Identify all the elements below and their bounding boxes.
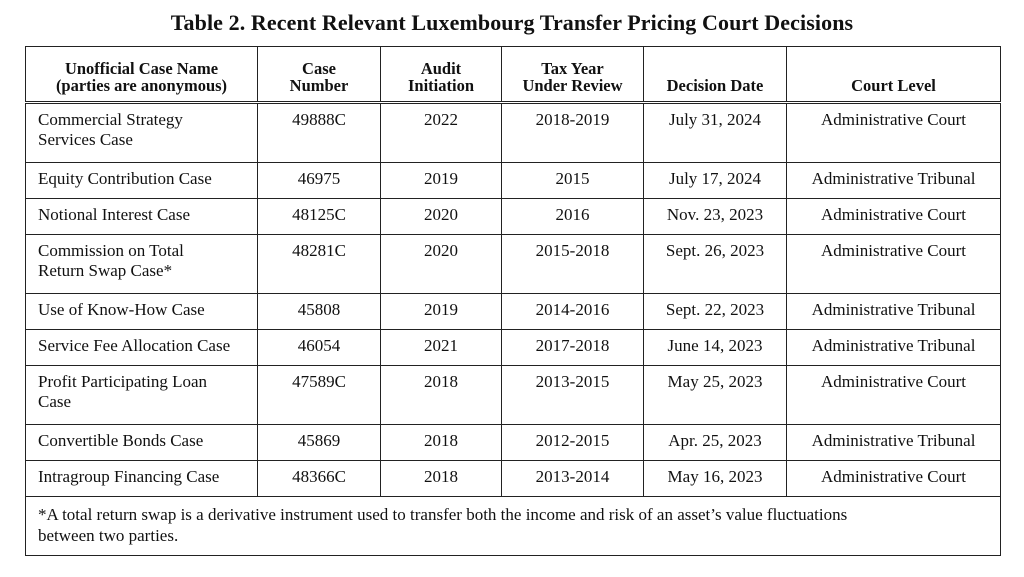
cell-court-level: Administrative Tribunal [787,330,1001,366]
cell-decision-date: June 14, 2023 [644,330,787,366]
cell-audit-initiation: 2019 [381,294,502,330]
cell-case-name [26,103,258,163]
cell-decision-date: May 25, 2023 [644,366,787,425]
table-row [26,103,1001,163]
footnote-line2: between two parties. [38,526,179,545]
header-case-number-line1: Case [302,59,336,78]
cell-case-name [26,235,258,294]
header-case-name-line2: (parties are anonymous) [55,76,228,95]
cell-decision-date: May 16, 2023 [644,461,787,497]
header-court-level: Court Level [787,47,1001,103]
table-row [26,294,1001,330]
table-row [26,330,1001,366]
cell-audit-initiation: 2021 [381,330,502,366]
cell-court-level: Administrative Court [787,103,1001,163]
case-name-line1: Profit Participating Loan [38,372,208,391]
cell-decision-date: Sept. 22, 2023 [644,294,787,330]
case-name-line2: Services Case [38,130,133,149]
cell-audit-initiation: 2020 [381,199,502,235]
header-tax-year [502,47,644,103]
cell-decision-date: July 17, 2024 [644,163,787,199]
header-decision-date: Decision Date [644,47,787,103]
cell-case-number: 46054 [258,330,381,366]
cell-case-name: Convertible Bonds Case [26,425,258,461]
table-row [26,235,1001,294]
table-title: Table 2. Recent Relevant Luxembourg Transfer Pricing Court Decisions [170,10,854,35]
cell-case-name [26,366,258,425]
header-case-number-line2: Number [289,76,349,95]
cell-audit-initiation: 2018 [381,425,502,461]
cell-case-number: 45869 [258,425,381,461]
cell-case-name: Use of Know-How Case [26,294,258,330]
cell-tax-year: 2017-2018 [502,330,644,366]
cell-case-name: Intragroup Financing Case [26,461,258,497]
cell-case-number: 49888C [258,103,381,163]
cell-audit-initiation: 2022 [381,103,502,163]
cell-audit-initiation: 2019 [381,163,502,199]
cell-audit-initiation: 2018 [381,366,502,425]
cell-case-number: 48125C [258,199,381,235]
cell-case-number: 48366C [258,461,381,497]
table-row [26,461,1001,497]
cell-court-level: Administrative Tribunal [787,294,1001,330]
cell-case-name: Service Fee Allocation Case [26,330,258,366]
table-row [26,366,1001,425]
cell-decision-date: July 31, 2024 [644,103,787,163]
cell-tax-year: 2013-2015 [502,366,644,425]
header-case-number [258,47,381,103]
cell-case-name: Notional Interest Case [26,199,258,235]
header-audit-line2: Initiation [407,76,475,95]
cell-court-level: Administrative Tribunal [787,163,1001,199]
cell-audit-initiation: 2020 [381,235,502,294]
cell-case-number: 48281C [258,235,381,294]
cell-decision-date: Apr. 25, 2023 [644,425,787,461]
cell-tax-year: 2015-2018 [502,235,644,294]
cell-decision-date: Sept. 26, 2023 [644,235,787,294]
cell-audit-initiation: 2018 [381,461,502,497]
cell-tax-year: 2016 [502,199,644,235]
header-audit-line1: Audit [420,59,462,78]
cell-case-name: Equity Contribution Case [26,163,258,199]
case-name-line1: Commercial Strategy [38,110,183,129]
case-name-line2: Return Swap Case* [38,261,173,280]
cell-court-level: Administrative Court [787,366,1001,425]
cell-court-level: Administrative Court [787,199,1001,235]
header-case-name [26,47,258,103]
cell-tax-year: 2014-2016 [502,294,644,330]
cell-tax-year: 2013-2014 [502,461,644,497]
cell-court-level: Administrative Court [787,461,1001,497]
cell-tax-year: 2018-2019 [502,103,644,163]
header-case-name-line1: Unofficial Case Name [64,59,219,78]
cell-decision-date: Nov. 23, 2023 [644,199,787,235]
footnote-row [26,497,1001,556]
header-audit-initiation [381,47,502,103]
cell-tax-year: 2015 [502,163,644,199]
header-tax-year-line2: Under Review [522,76,623,95]
header-row [26,47,1001,103]
table-row [26,199,1001,235]
table-row [26,425,1001,461]
cell-court-level: Administrative Tribunal [787,425,1001,461]
cell-tax-year: 2012-2015 [502,425,644,461]
footnote [26,497,1001,556]
court-decisions-table [25,46,1001,556]
cell-case-number: 45808 [258,294,381,330]
cell-case-number: 47589C [258,366,381,425]
case-name-line2: Case [38,392,72,411]
footnote-line1: *A total return swap is a derivative instrument used to transfer both the income and risk of an asset’s value fluctuations [38,505,848,524]
cell-case-number: 46975 [258,163,381,199]
case-name-line1: Commission on Total [38,241,184,260]
header-tax-year-line1: Tax Year [541,59,604,78]
cell-court-level: Administrative Court [787,235,1001,294]
table-row [26,163,1001,199]
